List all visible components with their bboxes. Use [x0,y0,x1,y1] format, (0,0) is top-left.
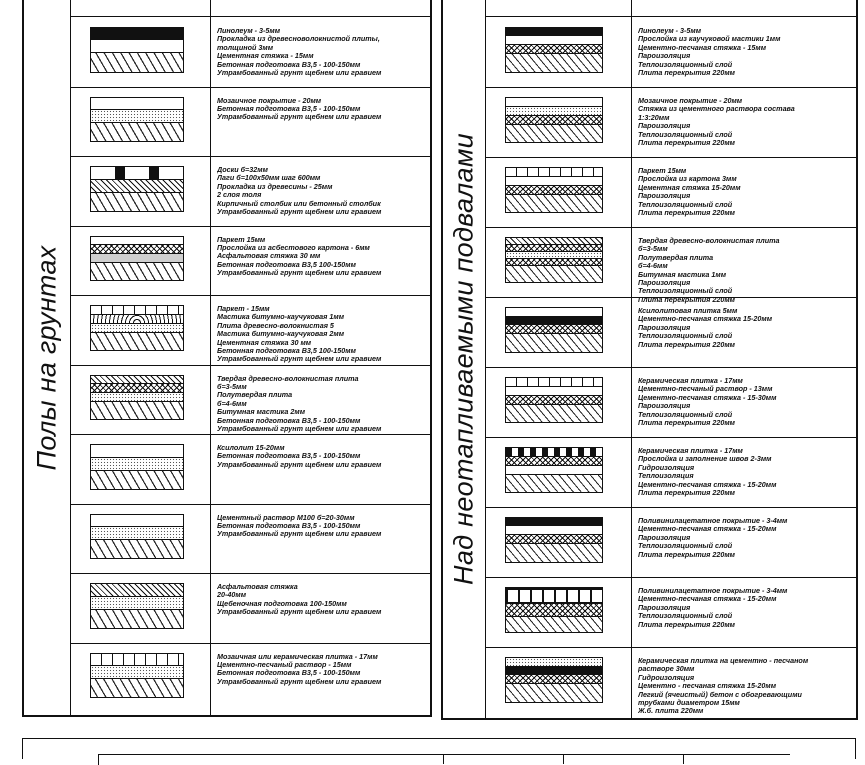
description-line: Паркет 15мм [217,235,266,244]
section-layer [506,544,602,563]
description-line: Бетонная подготовка B3,5 100-150мм [217,260,356,269]
description-line: Керамическая плитка - 17мм [638,377,743,385]
section-layer [91,384,183,393]
floor-section-drawing [505,517,603,563]
section-layer [506,387,602,396]
left-panel [22,0,432,717]
layer-description [638,657,853,716]
row-divider [70,87,430,88]
description-line: Теплоизоляционный слой [638,130,733,139]
section-layer [91,110,183,123]
section-layer [91,597,183,610]
layer-description [217,653,427,687]
section-layer [506,238,602,245]
description-line: Плита перекрытия 220мм [638,69,735,78]
floor-section-drawing [90,583,184,629]
row-divider [70,643,430,644]
title-block-inner [98,754,790,765]
description-line: Прослойка из асбестового картона - 6мм [217,243,370,252]
row-divider [70,573,430,574]
title-block-table [22,738,856,759]
section-layer [506,168,602,177]
floor-section-drawing [505,167,603,213]
description-line: Теплоизоляция [638,472,694,481]
section-layer [91,445,183,458]
section-layer [91,123,183,142]
description-line: Бетонная подготовка B3,5 - 100-150мм [217,521,361,530]
description-line: Цементно-песчаный раствор - 15мм [217,660,352,669]
description-line: Кирпичный столбик или бетонный столбик [217,199,381,208]
floor-section-drawing [90,97,184,143]
section-layer [91,471,183,490]
description-line: Доски б=32мм [217,166,268,174]
description-line: б=4-6мм [638,262,668,271]
floor-section-drawing [505,657,603,703]
description-line: Плита перекрытия 220мм [638,295,735,304]
section-layer [506,308,602,317]
description-line: Утрамбованный грунт щебнем или гравием [217,355,382,364]
row-divider [485,647,856,648]
floor-section-drawing [90,375,184,421]
floor-section-drawing [505,377,603,423]
description-line: Линолеум - 3-5мм [217,27,281,35]
section-layer [506,475,602,493]
description-line: Бетонная подготовка B3,5 - 100-150мм [217,416,361,425]
section-layer [91,679,183,698]
description-line: Цементная стяжка 30 мм [217,338,312,347]
row-divider [70,156,430,157]
description-line: трубками диаметром 15мм [638,699,740,708]
description-line: Бетонная подготовка B3,5 - 100-150мм [217,452,361,461]
description-line: Утрамбованный грунт щебнем или гравием [217,269,382,278]
description-line: Твердая древесно-волокнистая плита [217,374,359,383]
row-divider [70,504,430,505]
description-line: Битумная мастика 2мм [217,408,306,417]
description-line: Цементная стяжка 15-20мм [638,183,741,192]
description-line: Плита перекрытия 220мм [638,209,735,218]
description-line: Полутвердая плита [217,391,293,400]
description-line: Утрамбованный грунт щебнем или гравием [217,69,382,78]
description-line: Пароизоляция [638,122,691,131]
description-line: Плита перекрытия 220мм [638,620,735,629]
section-layer [91,584,183,597]
description-line: Пароизоляция [638,533,691,542]
row-divider [485,507,856,508]
right-panel [441,0,858,720]
description-line: Пароизоляция [638,603,691,612]
section-layer [506,28,602,36]
description-line: Мозаичная или керамическая плитка - 17мм [217,652,378,661]
description-line: Ж.б. плита 220мм [638,707,704,716]
layer-description [217,97,427,122]
section-layer [91,666,183,679]
description-line: Гидроизоляция [638,673,695,682]
title-block-divider [683,754,684,764]
floor-section-drawing [505,27,603,73]
description-line: Теплоизоляционный слой [638,332,733,341]
row-divider [485,437,856,438]
floor-section-drawing [505,307,603,353]
description-line: Керамическая плитка - 17мм [638,447,743,455]
layer-description [638,237,853,304]
section-layer [91,180,183,193]
section-layer [506,266,602,283]
floor-section-drawing [90,236,184,282]
layer-description [638,97,853,147]
layer-description [217,375,427,434]
description-line: Паркет 15мм [638,167,687,175]
description-line: 1:3:20мм [638,113,670,122]
section-layer [506,98,602,107]
layer-description [638,447,853,497]
section-layer [91,40,183,53]
layer-description [217,583,427,617]
description-line: Прокладка из древесины - 25мм [217,182,333,191]
row-divider [485,227,856,228]
floor-section-drawing [90,514,184,560]
section-layer [91,254,183,263]
description-line: растворе 30мм [638,665,695,674]
section-layer [506,195,602,213]
section-layer [506,667,602,675]
row-divider [485,87,856,88]
layer-description [217,305,427,364]
description-line: Прослойка из картона 3мм [638,175,737,184]
section-layer [506,186,602,195]
section-layer [506,396,602,405]
section-layer [91,306,183,315]
section-layer [506,177,602,186]
description-line: Плита перекрытия 220мм [638,489,735,498]
section-layer [506,448,602,457]
section-layer [91,402,183,420]
description-line: Мозаичное покрытие - 20мм [217,96,322,105]
description-line: 2 слоя толя [217,191,262,200]
section-layer [506,54,602,73]
section-layer [506,604,602,617]
description-line: Мастика битумно-каучуковая 1мм [217,313,345,322]
description-line: Плита перекрытия 220мм [638,419,735,428]
section-layer [506,466,602,475]
layer-description [638,27,853,77]
right-title-column [443,0,486,718]
floor-section-drawing [90,444,184,490]
description-line: Цементно-песчаная стяжка - 15-30мм [638,393,777,402]
row-divider [485,157,856,158]
description-line: Линолеум - 3-5мм [638,27,702,35]
description-line: Цементно-песчаная стяжка - 15-20мм [638,480,777,489]
description-line: Утрамбованный грунт щебнем или гравием [217,530,382,539]
section-layer [506,45,602,54]
description-line: Стяжка из цементного раствора состава [638,105,795,114]
description-line: Прокладка из древесноволокнистой плиты, [217,35,380,44]
description-line: Гидроизоляция [638,463,695,472]
section-layer [91,333,183,351]
title-block-divider [563,754,564,764]
section-layer [91,237,183,246]
description-line: Цементно-песчаная стяжка - 15мм [638,43,767,52]
layer-description [638,167,853,217]
description-line: Мозаичное покрытие - 20мм [638,97,743,105]
description-line: Поливинилацетатное покрытие - 3-4мм [638,517,788,525]
section-layer [506,535,602,544]
section-layer [506,526,602,535]
section-layer [506,457,602,466]
description-line: Бетонная подготовка B3,5 - 100-150мм [217,104,361,113]
floor-section-drawing [90,653,184,699]
layer-description [217,166,427,216]
description-line: Утрамбованный грунт щебнем или гравием [217,608,382,617]
section-layer [506,36,602,45]
section-layer [506,107,602,116]
section-layer [506,252,602,259]
description-line: Пароизоляция [638,402,691,411]
floor-section-drawing [505,237,603,283]
description-line: б=3-5мм [638,245,668,254]
section-layer [506,334,602,353]
description-line: Цементно-песчаная стяжка - 15-20мм [638,595,777,604]
description-line: толщиной 3мм [217,43,274,52]
description-line: Легкий (ячеистый) бетон с обогревающими [638,690,802,699]
row-divider [485,577,856,578]
right-panel-title: Над неотапливаемыми подвалами [448,133,479,585]
section-layer [91,315,183,324]
section-layer [91,654,183,667]
description-line: Прослойка из каучуковой мастики 1мм [638,35,781,44]
row-divider [70,434,430,435]
description-line: Утрамбованный грунт щебнем или гравием [217,424,382,433]
description-line: Теплоизоляционный слой [638,60,733,69]
section-layer [506,245,602,252]
floor-section-drawing [505,447,603,493]
section-layer [506,317,602,325]
section-layer [506,684,602,703]
section-layer [506,617,602,633]
description-line: Утрамбованный грунт щебнем или гравием [217,677,382,686]
section-layer [91,245,183,254]
description-line: Теплоизоляционный слой [638,542,733,551]
description-line: Твердая древесно-волокнистая плита [638,237,780,245]
description-line: Ксилолитовая плитка 5мм [638,307,738,315]
description-line: Бетонная подготовка B3,5 - 100-150мм [217,60,361,69]
floor-section-drawing [90,166,184,212]
section-layer [91,540,183,559]
floor-section-drawing [505,97,603,143]
description-line: Пароизоляция [638,323,691,332]
section-layer [91,610,183,629]
section-layer [506,125,602,143]
section-layer [506,588,603,604]
description-line: Теплоизоляционный слой [638,410,733,419]
layer-description [638,517,853,559]
description-line: Плита древесно-волокнистая 5 [217,321,334,330]
layer-description [217,236,427,278]
description-line: Цементная стяжка - 15мм [217,52,314,61]
description-line: Цементно-песчаный раствор - 13мм [638,385,773,394]
description-line: Теплоизоляционный слой [638,612,733,621]
description-line: Бетонная подготовка B3,5 - 100-150мм [217,669,361,678]
description-line: Паркет - 15мм [217,305,270,313]
description-line: Цементно - песчаная стяжка 15-20мм [638,682,777,691]
description-line: Пароизоляция [638,192,691,201]
floor-section-drawing [90,27,184,73]
description-line: 20-40мм [217,591,247,600]
section-layer [91,324,183,333]
description-line: Щебеночная подготовка 100-150мм [217,599,347,608]
section-layer [506,116,602,125]
description-line: Асфальтовая стяжка [217,583,298,591]
description-line: Теплоизоляционный слой [638,287,733,296]
description-line: Цементно-песчаная стяжка 15-20мм [638,315,773,324]
layer-description [217,444,427,469]
floor-section-drawing [505,587,603,633]
layer-description [638,587,853,629]
section-layer [91,458,183,471]
section-layer [506,658,602,667]
description-line: Полутвердая плита [638,253,714,262]
description-line: Плита перекрытия 220мм [638,139,735,148]
section-layer [91,263,183,281]
description-line: Плита перекрытия 220мм [638,340,735,349]
description-line: Теплоизоляционный слой [638,200,733,209]
row-divider [485,367,856,368]
section-layer [506,675,602,684]
description-line: Цементно-песчаная стяжка - 15-20мм [638,525,777,534]
section-layer [91,393,183,402]
section-layer [506,259,602,266]
row-divider [70,226,430,227]
section-layer [91,53,183,73]
section-layer [506,405,602,423]
description-line: Утрамбованный грунт щебнем или гравием [217,460,382,469]
description-line: Прослойка и заполнение швов 2-3мм [638,455,772,464]
section-layer [91,376,183,385]
description-line: Утрамбованный грунт щебнем или гравием [217,208,382,217]
section-layer [91,527,183,540]
section-layer [91,28,183,40]
section-layer [506,518,602,526]
section-layer [506,378,602,387]
section-layer [91,193,183,212]
description-line: б=4-6мм [217,399,247,408]
description-line: Плита перекрытия 220мм [638,550,735,559]
description-line: Пароизоляция [638,52,691,61]
layer-description [638,307,853,349]
description-line: Пароизоляция [638,279,691,288]
description-line: Бетонная подготовка B3,5 100-150мм [217,347,356,356]
description-line: Поливинилацетатное покрытие - 3-4мм [638,587,788,595]
left-title-column [24,0,71,715]
layer-description [638,377,853,427]
row-divider [70,365,430,366]
description-line: Ксилолит 15-20мм [217,444,285,452]
description-line: б=3-5мм [217,382,247,391]
floor-section-drawing [90,305,184,351]
description-line: Цементный раствор М100 б=20-30мм [217,513,355,522]
section-layer [91,515,183,528]
title-block-divider [443,754,444,764]
section-layer [91,167,183,180]
description-line: Керамическая плитка на цементно - песчаном [638,657,809,665]
layer-description [217,27,427,77]
description-line: Битумная мастика 1мм [638,270,727,279]
left-panel-title: Полы на грунтах [31,245,62,470]
description-line: Утрамбованный грунт щебнем или гравием [217,113,382,122]
description-line: Лаги б=100х50мм шаг 600мм [217,174,321,183]
layer-description [217,514,427,539]
section-layer [91,98,183,111]
row-divider [70,295,430,296]
section-layer [506,325,602,334]
description-line: Асфальтовая стяжка 30 мм [217,252,321,261]
description-line: Мастика битумно-каучуковая 2мм [217,330,345,339]
row-divider [485,297,856,298]
